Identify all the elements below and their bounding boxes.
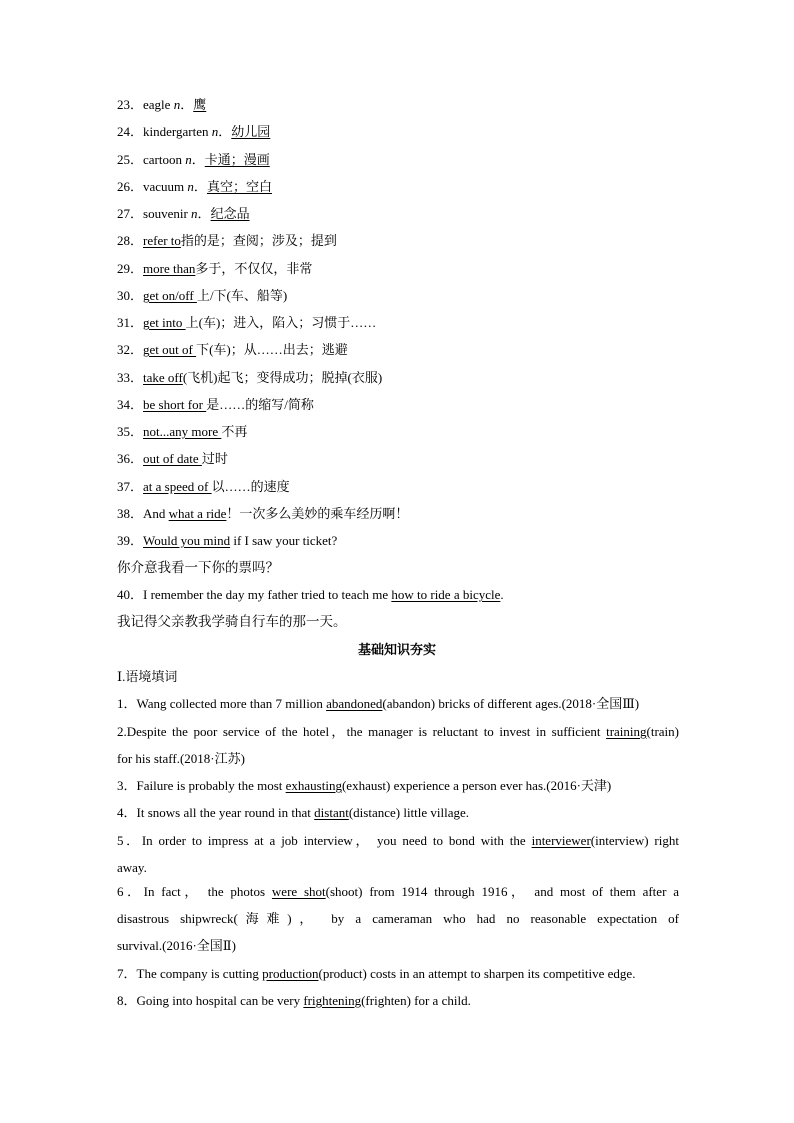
- exercise-item-8: 8．Going into hospital can be very frightening(frighten) for a child.: [117, 993, 471, 1008]
- exercise-item-1: 1．Wang collected more than 7 million abandoned(abandon) bricks of different ages.(2018·全国Ⅲ): [117, 696, 640, 711]
- answer-underlined: refer to: [143, 233, 181, 248]
- sentence-40-translation: 我记得父亲教我学骑自行车的那一天。: [117, 614, 347, 630]
- answer-underlined: 卡通；漫画: [204, 152, 270, 167]
- exercise-item-6-cont2: survival.(2016·全国Ⅱ): [117, 938, 236, 953]
- phrase-item-31: 31．get into 上(车)；进入，陷入；习惯于……: [117, 315, 377, 330]
- answer-underlined: get out of: [143, 342, 197, 357]
- sentence-item-38: 38．And what a ride！一次多么美妙的乘车经历啊！: [117, 506, 409, 521]
- vocab-item-23: 23．eagle n．鹰: [117, 97, 207, 112]
- exercise-item-3: 3．Failure is probably the most exhausting(exhaust) experience a person ever has.(2016·天津): [117, 778, 612, 793]
- phrase-item-28: 28．refer to指的是；查阅；涉及；提到: [117, 233, 337, 248]
- exercise-item-2-cont: for his staff.(2018·江苏): [117, 751, 245, 766]
- exercise-item-5-cont: away.: [117, 860, 147, 875]
- phrase-item-34: 34．be short for 是……的缩写/简称: [117, 397, 314, 412]
- answer-underlined: how to ride a bicycle: [391, 587, 501, 602]
- answer-underlined: be short for: [143, 397, 207, 412]
- answer-underlined: exhausting: [285, 778, 342, 793]
- answer-underlined: abandoned: [326, 696, 383, 711]
- answer-underlined: Would you mind: [143, 533, 231, 548]
- phrase-item-29: 29．more than多于，不仅仅，非常: [117, 261, 313, 276]
- answer-underlined: were shot: [271, 884, 326, 899]
- answer-underlined: not...any more: [143, 424, 222, 439]
- vocab-item-24: 24．kindergarten n．幼儿园: [117, 124, 271, 139]
- answer-underlined: training: [606, 724, 647, 739]
- answer-underlined: 幼儿园: [231, 124, 271, 139]
- answer-underlined: production: [262, 966, 319, 981]
- section-title: 基础知识夯实: [357, 642, 436, 657]
- exercise-item-6: 6．In fact， the photos were shot(shoot) from 1914 through 1916， and most of them after a: [117, 884, 679, 899]
- answer-underlined: at a speed of: [143, 479, 212, 494]
- exercise-item-2: 2.Despite the poor service of the hotel，the manager is reluctant to invest in sufficient training(train): [117, 724, 679, 739]
- sentence-item-40: 40．I remember the day my father tried to teach me how to ride a bicycle.: [117, 587, 504, 602]
- phrase-item-37: 37．at a speed of 以……的速度: [117, 479, 290, 494]
- phrase-item-33: 33．take off(飞机)起飞；变得成功；脱掉(衣服): [117, 370, 383, 385]
- phrase-item-32: 32．get out of 下(车)；从……出去；逃避: [117, 342, 348, 357]
- answer-underlined: get on/off: [143, 288, 197, 303]
- vocab-item-25: 25．cartoon n．卡通；漫画: [117, 152, 270, 167]
- answer-underlined: get into: [143, 315, 186, 330]
- part-title: Ⅰ.语境填词: [117, 669, 178, 684]
- answer-underlined: 纪念品: [210, 206, 250, 221]
- answer-underlined: distant: [314, 805, 349, 820]
- vocab-item-26: 26．vacuum n．真空；空白: [117, 179, 272, 194]
- answer-underlined: out of date: [143, 451, 202, 466]
- answer-underlined: what a ride: [168, 506, 227, 521]
- phrase-item-35: 35．not...any more 不再: [117, 424, 248, 439]
- answer-underlined: 鹰: [193, 97, 207, 112]
- answer-underlined: 真空；空白: [206, 179, 272, 194]
- vocab-item-27: 27．souvenir n．纪念品: [117, 206, 250, 221]
- phrase-item-36: 36．out of date 过时: [117, 451, 228, 466]
- phrase-item-30: 30．get on/off 上/下(车、船等): [117, 288, 288, 303]
- exercise-item-5: 5．In order to impress at a job interview， you need to bond with the interviewer(interview) right: [117, 833, 679, 848]
- exercise-item-6-cont: disastrous shipwreck(海难)， by a cameraman who had no reasonable expectation of: [117, 911, 679, 926]
- answer-underlined: take off: [143, 370, 183, 385]
- sentence-39-translation: 你介意我看一下你的票吗？: [117, 560, 279, 576]
- answer-underlined: more than: [143, 261, 196, 276]
- answer-underlined: frightening: [303, 993, 362, 1008]
- sentence-item-39: 39．Would you mind if I saw your ticket?: [117, 533, 338, 548]
- answer-underlined: interviewer: [531, 833, 591, 848]
- exercise-item-7: 7．The company is cutting production(product) costs in an attempt to sharpen its competitive edge.: [117, 966, 636, 981]
- exercise-item-4: 4．It snows all the year round in that distant(distance) little village.: [117, 805, 470, 820]
